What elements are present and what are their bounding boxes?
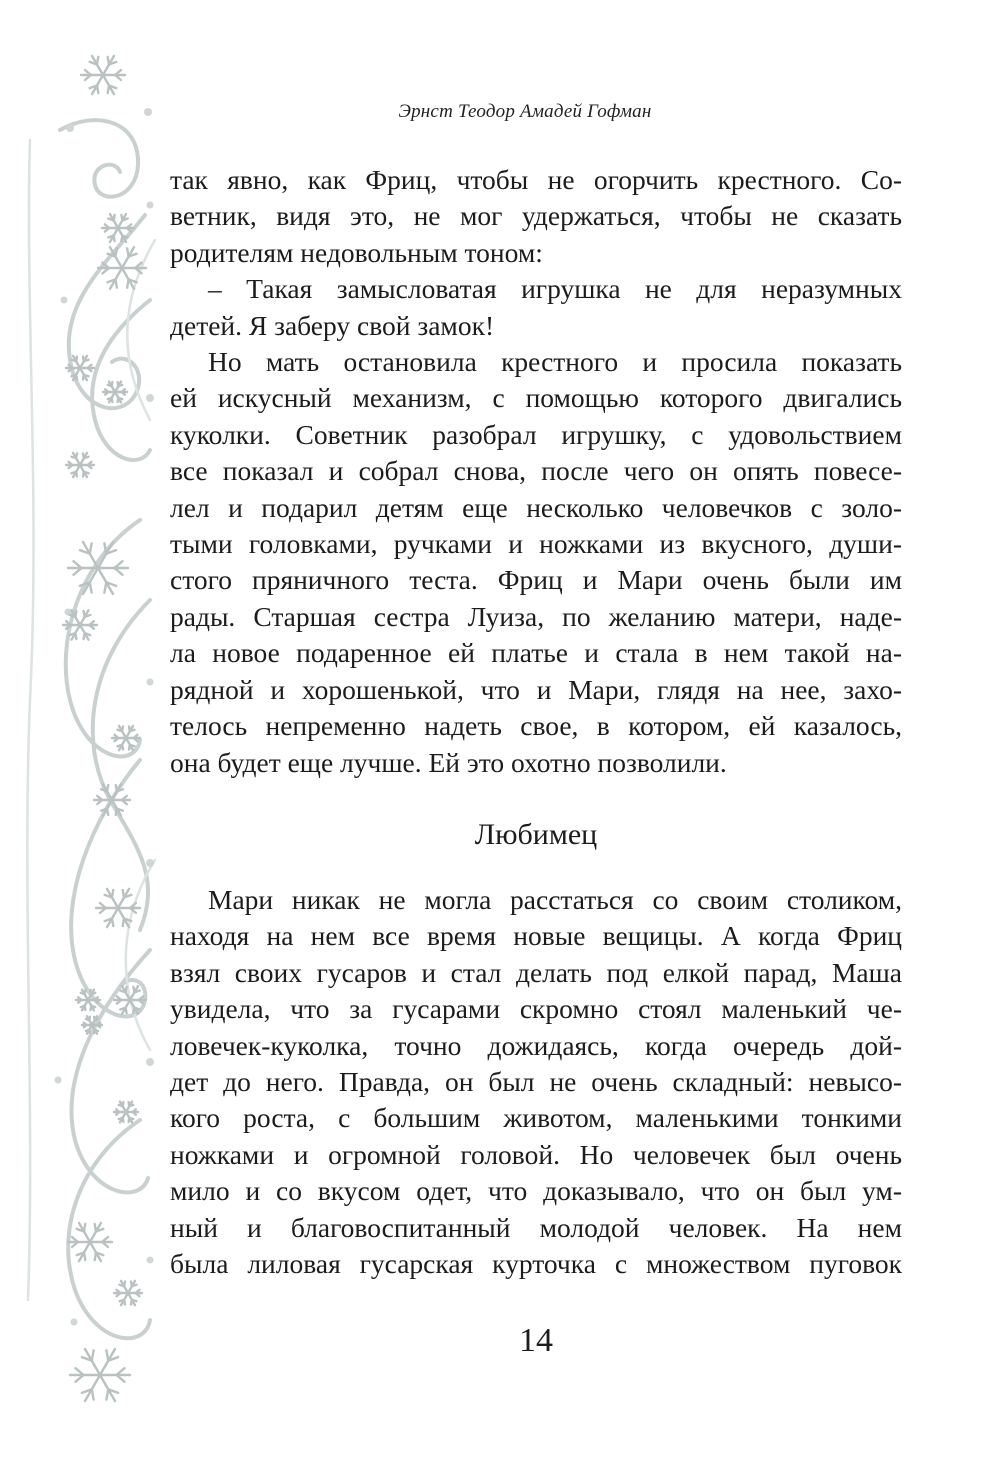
text-line: кого роста, с большим животом, маленькими тонкими (170, 1102, 902, 1134)
snowflake-icon (66, 453, 94, 477)
text-line: она будет еще лучше. Ей это охотно позволили. (170, 746, 727, 778)
text-line: рады. Старшая сестра Луиза, по желанию матери, наде- (170, 600, 902, 632)
text-line: так явно, как Фриц, чтобы не огорчить крестного. Со- (170, 164, 902, 195)
text-line: ножками и огромной головой. Но человечек был очень (170, 1138, 902, 1170)
text-line: ловечек-куколка, точно дожидаясь, когда очередь дой- (170, 1029, 902, 1061)
text-line: родителям недовольным тоном: (170, 236, 543, 268)
text-line: – Такая замысловатая игрушка не для неразумных (208, 273, 902, 305)
text-line: ветник, видя это, не мог удержаться, чтобы не сказать (170, 200, 902, 232)
snowflake-icon (81, 56, 125, 94)
snowflake-icon (96, 889, 140, 927)
snowflake-icon (94, 784, 130, 815)
text-line: ла новое подаренное ей платье и стала в нем такой на- (170, 637, 902, 669)
text-line: находя на нем все время новые вещицы. А когда Фриц (170, 920, 902, 952)
running-header: Эрнст Теодор Амадей Гофман (398, 101, 652, 122)
text-line: детей. Я заберу свой замок! (170, 309, 495, 341)
text-line: куколки. Советник разобрал игрушку, с удовольствием (170, 418, 902, 450)
snowflake-icon (68, 1223, 112, 1261)
body-text-section-2 (170, 882, 902, 1282)
text-line: все показал и собрал снова, после чего он опять повесе- (170, 455, 902, 487)
text-line: тыми головками, ручками и ножками из вкусного, души- (170, 528, 902, 560)
text-line: дет до него. Правда, он был не очень складный: невысо- (170, 1066, 902, 1098)
snowflake-icon (103, 382, 127, 403)
text-line: мило и со вкусом одет, что доказывало, что он был ум- (170, 1175, 902, 1207)
page-number: 14 (519, 1322, 553, 1359)
snowflake-icon (68, 542, 128, 594)
text-line: была лиловая гусарская курточка с множеством пуговок (170, 1248, 902, 1280)
snowflake-icon (114, 1281, 142, 1305)
text-line: взял своих гусаров и стал делать под елкой парад, Маша (170, 956, 902, 988)
text-line: телось непременно надеть свое, в котором, ей казалось, (170, 710, 902, 742)
chapter-title: Любимец (474, 818, 598, 851)
text-line: ей искусный механизм, с помощью которого двигались (170, 382, 902, 414)
snowflake-icon (114, 1102, 138, 1123)
snowflake-icon (70, 1349, 130, 1401)
text-line: ный и благовоспитанный молодой человек. На нем (170, 1211, 902, 1243)
text-line: стого пряничного теста. Фриц и Мари очень были им (170, 564, 902, 596)
text-line: лел и подарил детям еще несколько человечков с золо- (170, 491, 902, 523)
text-line: рядной и хорошенькой, что и Мари, глядя на нее, захо- (170, 673, 902, 705)
snowflake-icon (98, 247, 146, 289)
snowflake-icon (102, 214, 134, 242)
body-text-section-1 (170, 162, 902, 781)
text-line: Но мать остановила крестного и просила показать (208, 346, 902, 378)
text-line: Мари никак не могла расстаться со своим столиком, (208, 884, 902, 915)
text-line: увидела, что за гусарами скромно стоял маленький че- (170, 993, 902, 1025)
